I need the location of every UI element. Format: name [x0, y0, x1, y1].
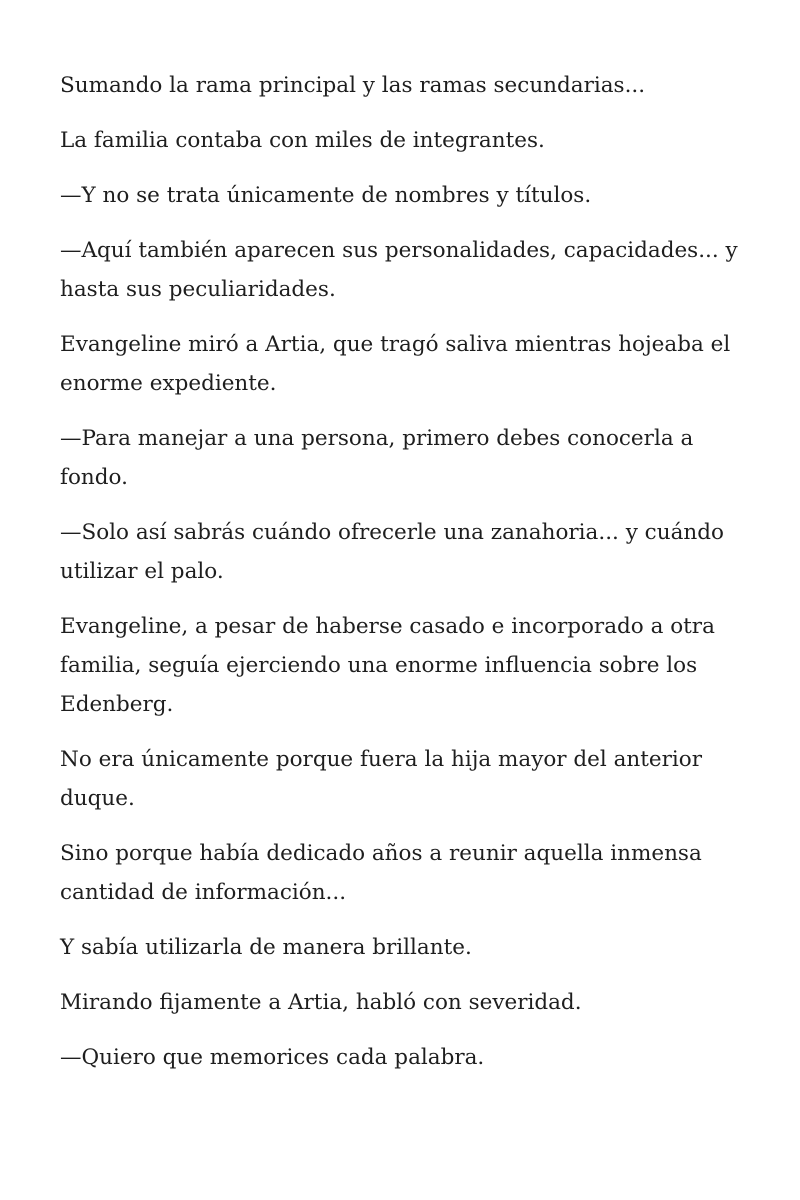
paragraph: Y sabía utilizarla de manera brillante.	[60, 935, 472, 960]
paragraph: Evangeline, a pesar de haberse casado e incorporado a otra familia, seguía ejerciendo una enorme influencia sobre los Edenberg.	[60, 614, 715, 717]
paragraph: —Aquí también aparecen sus personalidades, capacidades... y hasta sus peculiaridades.	[60, 238, 738, 302]
paragraph: La familia contaba con miles de integrantes.	[60, 128, 545, 153]
paragraph: —Y no se trata únicamente de nombres y títulos.	[60, 183, 592, 208]
paragraph: —Quiero que memorices cada palabra.	[60, 1045, 485, 1070]
paragraph: —Solo así sabrás cuándo ofrecerle una zanahoria... y cuándo utilizar el palo.	[60, 520, 724, 584]
paragraph: Mirando fijamente a Artia, habló con severidad.	[60, 990, 582, 1015]
paragraph: Sumando la rama principal y las ramas secundarias...	[60, 73, 646, 98]
paragraph: —Para manejar a una persona, primero debes conocerla a fondo.	[60, 426, 694, 490]
paragraph: No era únicamente porque fuera la hija mayor del anterior duque.	[60, 747, 703, 811]
paragraph: Sino porque había dedicado años a reunir aquella inmensa cantidad de información...	[60, 841, 702, 905]
paragraph: Evangeline miró a Artia, que tragó saliva mientras hojeaba el enorme expediente.	[60, 332, 731, 396]
